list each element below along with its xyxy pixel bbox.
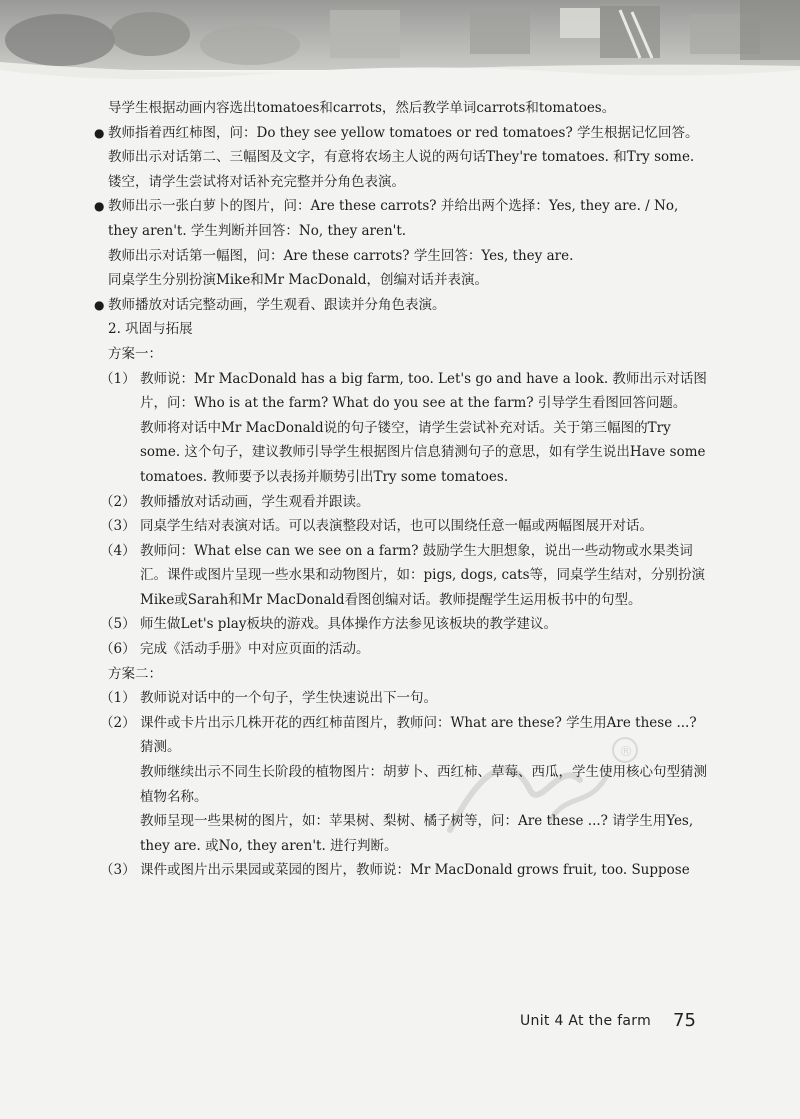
numbered-step bbox=[100, 514, 710, 539]
step-text: 教师问：What else can we see on a farm? 鼓励学生大胆想象，说出一些动物或水果类词汇。课件或图片呈现一些水果和动物图片，如：pigs, dogs, cats等，同桌学生结对，分别扮演Mike或Sarah和Mr MacDonald看图创编对话。教师提醒学生运用板书中的句型。 bbox=[140, 542, 705, 608]
step-number: （2） bbox=[100, 493, 136, 510]
bullet-icon: ● bbox=[94, 199, 105, 214]
step-text: 同桌学生结对表演对话。可以表演整段对话，也可以围绕任意一幅或两幅图展开对话。 bbox=[140, 518, 653, 535]
header-banner-illustration bbox=[0, 0, 800, 92]
numbered-step bbox=[100, 367, 710, 416]
farm-banner-image bbox=[0, 0, 800, 92]
step-text: 教师说对话中的一个句子，学生快速说出下一句。 bbox=[140, 690, 437, 707]
numbered-step bbox=[100, 637, 710, 662]
numbered-step bbox=[100, 686, 710, 711]
numbered-step bbox=[100, 490, 710, 515]
indented-paragraph: 教师出示对话第一幅图，问：Are these carrots? 学生回答：Yes, they are. bbox=[108, 247, 574, 264]
page-number: 75 bbox=[673, 1010, 696, 1031]
numbered-step bbox=[100, 539, 710, 613]
step-number: （1） bbox=[100, 370, 136, 387]
bullet-icon: ● bbox=[94, 297, 105, 312]
paragraph-text: 教师播放对话完整动画，学生观看、跟读并分角色表演。 bbox=[108, 296, 446, 313]
section-heading: 2. 巩固与拓展 bbox=[108, 321, 193, 338]
step-text: 教师播放对话动画，学生观看并跟读。 bbox=[140, 493, 370, 510]
bullet-icon: ● bbox=[94, 125, 105, 140]
step-number: （5） bbox=[100, 616, 136, 633]
indented-paragraph: 导学生根据动画内容选出tomatoes和carrots，然后教学单词carrots和tomatoes。 bbox=[108, 100, 616, 116]
step-number: （1） bbox=[100, 690, 136, 707]
unit-title: Unit 4 At the farm bbox=[520, 1013, 652, 1029]
step-number: （3） bbox=[100, 862, 136, 879]
step-detail: 教师继续出示不同生长阶段的植物图片：胡萝卜、西红柿、草莓、西瓜，学生使用核心句型猜测植物名称。 bbox=[140, 764, 707, 805]
step-text: 完成《活动手册》中对应页面的活动。 bbox=[140, 641, 370, 658]
step-number: （6） bbox=[100, 641, 136, 658]
section-heading: 方案二： bbox=[108, 665, 162, 682]
step-text: 师生做Let's play板块的游戏。具体操作方法参见该板块的教学建议。 bbox=[140, 616, 557, 633]
numbered-step bbox=[100, 858, 710, 883]
step-text: 教师说：Mr MacDonald has a big farm, too. Let's go and have a look. 教师出示对话图片，问：Who is at the farm? What do you see at the farm? 引导学生看图回答问题。 bbox=[140, 370, 707, 412]
page-footer bbox=[0, 1011, 800, 1041]
paragraph-text: 教师出示一张白萝卜的图片，问：Are these carrots? 并给出两个选择：Yes, they are. / No, they aren't. 学生判断并回答：No, they aren't. bbox=[108, 198, 679, 239]
numbered-step bbox=[100, 612, 710, 637]
indented-paragraph: 教师出示对话第二、三幅图及文字，有意将农场主人说的两句话They're tomatoes. 和Try some. 镂空，请学生尝试将对话补充完整并分角色表演。 bbox=[108, 149, 695, 190]
step-text: 课件或卡片出示几株开花的西红柿苗图片，教师问：What are these? 学生用Are these ...? 猜测。 bbox=[140, 714, 697, 756]
step-number: （3） bbox=[100, 518, 136, 535]
bullet-paragraph bbox=[94, 293, 710, 318]
paragraph-text: 教师指着西红柿图，问：Do they see yellow tomatoes or red tomatoes? 学生根据记忆回答。 bbox=[108, 124, 699, 141]
bullet-paragraph bbox=[94, 194, 710, 243]
step-text: 课件或图片出示果园或菜园的图片，教师说：Mr MacDonald grows fruit, too. Suppose bbox=[140, 862, 690, 879]
registered-mark: ® bbox=[619, 744, 633, 760]
step-number: （4） bbox=[100, 542, 136, 559]
step-detail: 教师呈现一些果树的图片，如：苹果树、梨树、橘子树等，问：Are these ...? 请学生用Yes, they are. 或No, they aren't. 进行判断。 bbox=[140, 813, 694, 854]
step-number: （2） bbox=[100, 714, 136, 731]
step-detail: 教师将对话中Mr MacDonald说的句子镂空，请学生尝试补充对话。关于第三幅图的Try some. 这个句子，建议教师引导学生根据图片信息猜测句子的意思，如有学生说出Have some tomatoes. 教师要予以表扬并顺势引出Try some tomatoes. bbox=[140, 419, 706, 485]
bullet-paragraph bbox=[94, 121, 710, 146]
indented-paragraph: 同桌学生分别扮演Mike和Mr MacDonald，创编对话并表演。 bbox=[108, 272, 488, 289]
section-heading: 方案一： bbox=[108, 345, 162, 362]
publisher-watermark bbox=[440, 730, 640, 850]
